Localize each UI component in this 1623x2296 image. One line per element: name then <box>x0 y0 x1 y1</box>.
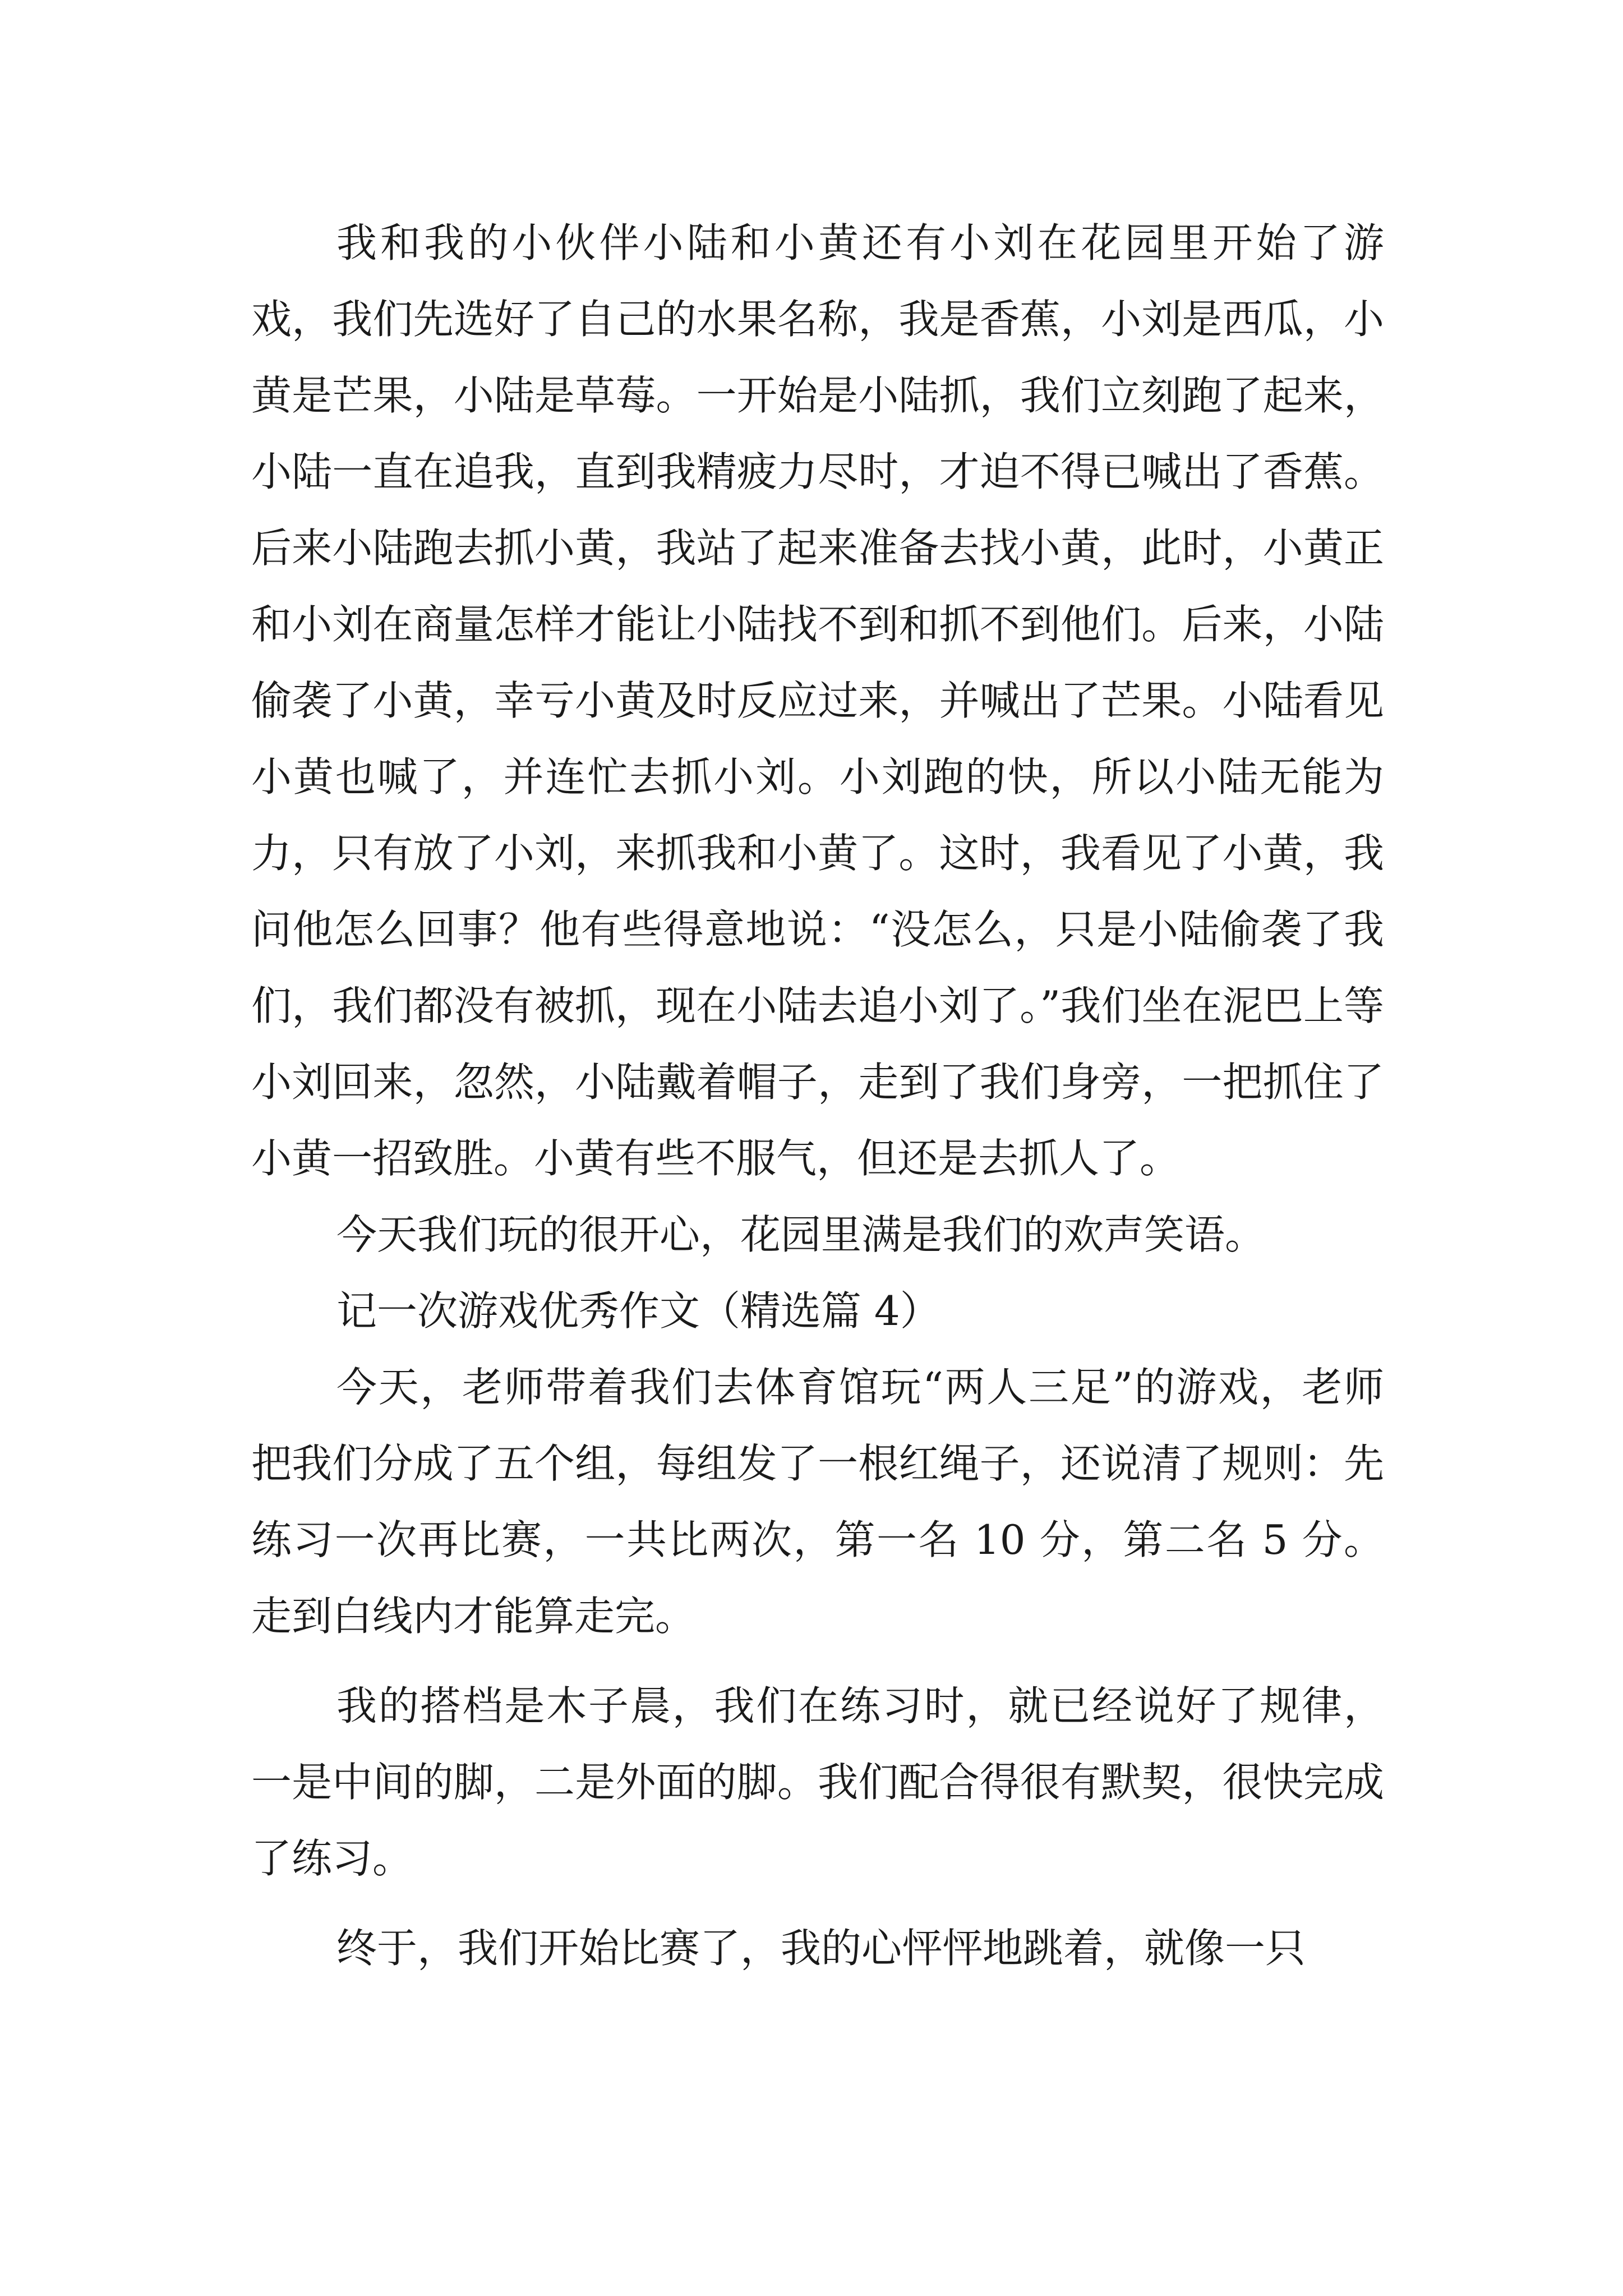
paragraph-race-start: 终于，我们开始比赛了，我的心怦怦地跳着，就像一只 <box>336 1925 1306 1972</box>
paragraph-game-story: 我和我的小伙伴小陆和小黄还有小刘在花园里开始了游戏，我们先选好了自己的水果名称，我是香蕉，小刘是西瓜，小黄是芒果，小陆是草莓。一开始是小陆抓，我们立刻跑了起来，小陆一直在追我，直到我精疲力尽时，才迫不得已喊出了香蕉。后来小陆跑去抓小黄，我站了起来准备去找小黄，此时，小黄正和小刘在商量怎样才能让小陆找不到和抓不到他们。后来，小陆偷袭了小黄，幸亏小黄及时反应过来，并喊出了芒果。小陆看见小黄也喊了，并连忙去抓小刘。小刘跑的快，所以小陆无能为力，只有放了小刘，来抓我和小黄了。这时，我看见了小黄，我问他怎么回事？他有些得意地说：“没怎么，只是小陆偷袭了我们，我们都没有被抓，现在小陆去追小刘了。”我们坐在泥巴上等小刘回来，忽然，小陆戴着帽子，走到了我们身旁，一把抓住了小黄一招致胜。小黄有些不服气，但还是去抓人了。 <box>251 219 1384 1182</box>
paragraph-partner: 我的搭档是木子晨，我们在练习时，就已经说好了规律，一是中间的脚，二是外面的脚。我们配合得很有默契，很快完成了练习。 <box>251 1682 1384 1882</box>
section-heading: 记一次游戏优秀作文（精选篇 4） <box>336 1287 940 1335</box>
paragraph-conclusion: 今天我们玩的很开心，花园里满是我们的欢声笑语。 <box>336 1211 1266 1258</box>
paragraph-three-legged-intro: 今天，老师带着我们去体育馆玩“两人三足”的游戏，老师把我们分成了五个组，每组发了一根红绳子，还说清了规则：先练习一次再比赛，一共比两次，第一名 10 分，第二名 5 分。走到白线内才能算走完。 <box>251 1364 1384 1640</box>
document-body <box>251 205 1384 1986</box>
